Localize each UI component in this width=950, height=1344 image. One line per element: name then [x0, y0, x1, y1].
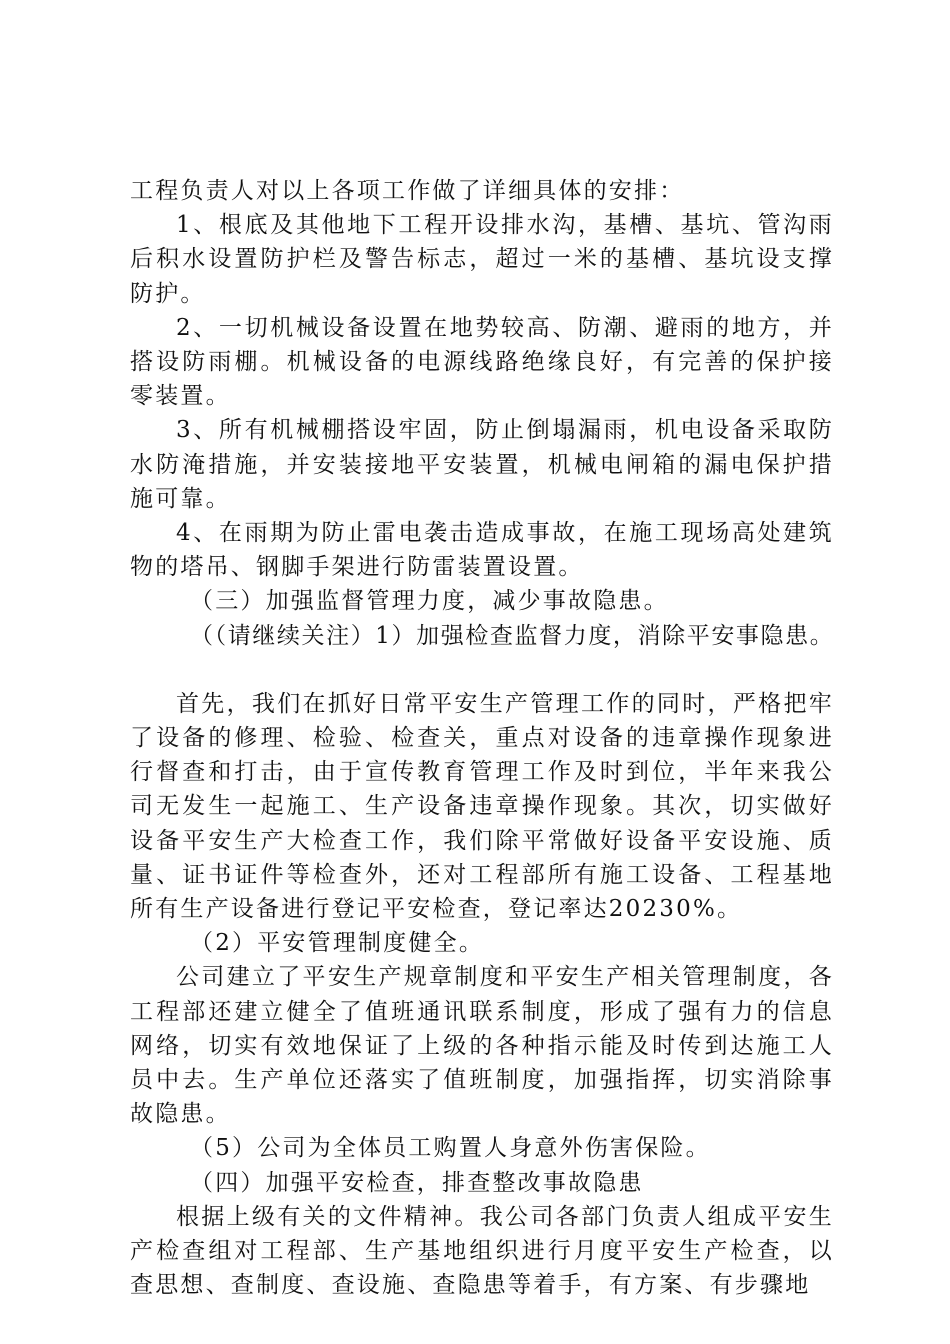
blank-line — [130, 653, 834, 687]
subsection-heading-5: （5）公司为全体员工购置人身意外伤害保险。 — [190, 1135, 711, 1162]
paragraph-item-2: 2、一切机械设备设置在地势较高、防潮、避雨的地方，并搭设防雨棚。机械设备的电源线路绝缘良好，有完善的保护接零装置。 — [130, 314, 834, 410]
paragraph-safety-check: 根据上级有关的文件精神。我公司各部门负责人组成平安生产检查组对工程部、生产基地组织进行月度平安生产检查，以查思想、查制度、查设施、查隐患等着手，有方案、有步骤地 — [130, 1203, 834, 1299]
paragraph-management-system: 公司建立了平安生产规章制度和平安生产相关管理制度，各工程部还建立健全了值班通讯联系制度，形成了强有力的信息网络，切实有效地保证了上级的各种指示能及时传到达施工人员中去。生产单位还落实了值班制度，加强指挥，切实消除事故隐患。 — [130, 964, 834, 1128]
section-heading-3: （三）加强监督管理力度，减少事故隐患。 — [190, 588, 669, 615]
document-body — [130, 174, 834, 1303]
paragraph-inspection: 首先，我们在抓好日常平安生产管理工作的同时，严格把牢了设备的修理、检验、检查关，重点对设备的违章操作现象进行督查和打击，由于宣传教育管理工作及时到位，半年来我公司无发生一起施工、生产设备违章操作现象。其次，切实做好设备平安生产大检查工作，我们除平常做好设备平安设施、质量、证书证件等检查外，还对工程部所有施工设备、工程基地所有生产设备进行登记平安检查，登记率达20230%。 — [130, 690, 834, 923]
paragraph-intro: 工程负责人对以上各项工作做了详细具体的安排： — [130, 178, 685, 204]
subsection-heading-1: （（请继续关注）1）加强检查监督力度，消除平安事隐患。 — [190, 622, 835, 649]
paragraph-item-3: 3、所有机械棚搭设牢固，防止倒塌漏雨，机电设备采取防水防淹措施，并安装接地平安装置，机械电闸箱的漏电保护措施可靠。 — [130, 417, 834, 512]
paragraph-item-4: 4、在雨期为防止雷电袭击造成事故，在施工现场高处建筑物的塔吊、钢脚手架进行防雷装置设置。 — [130, 520, 834, 581]
subsection-heading-2: （2）平安管理制度健全。 — [190, 930, 485, 957]
section-heading-4: （四）加强平安检查，排查整改事故隐患 — [190, 1169, 644, 1196]
paragraph-item-1: 1、根底及其他地下工程开设排水沟，基槽、基坑、管沟雨后积水设置防护栏及警告标志，超过一米的基槽、基坑设支撑防护。 — [130, 212, 834, 307]
